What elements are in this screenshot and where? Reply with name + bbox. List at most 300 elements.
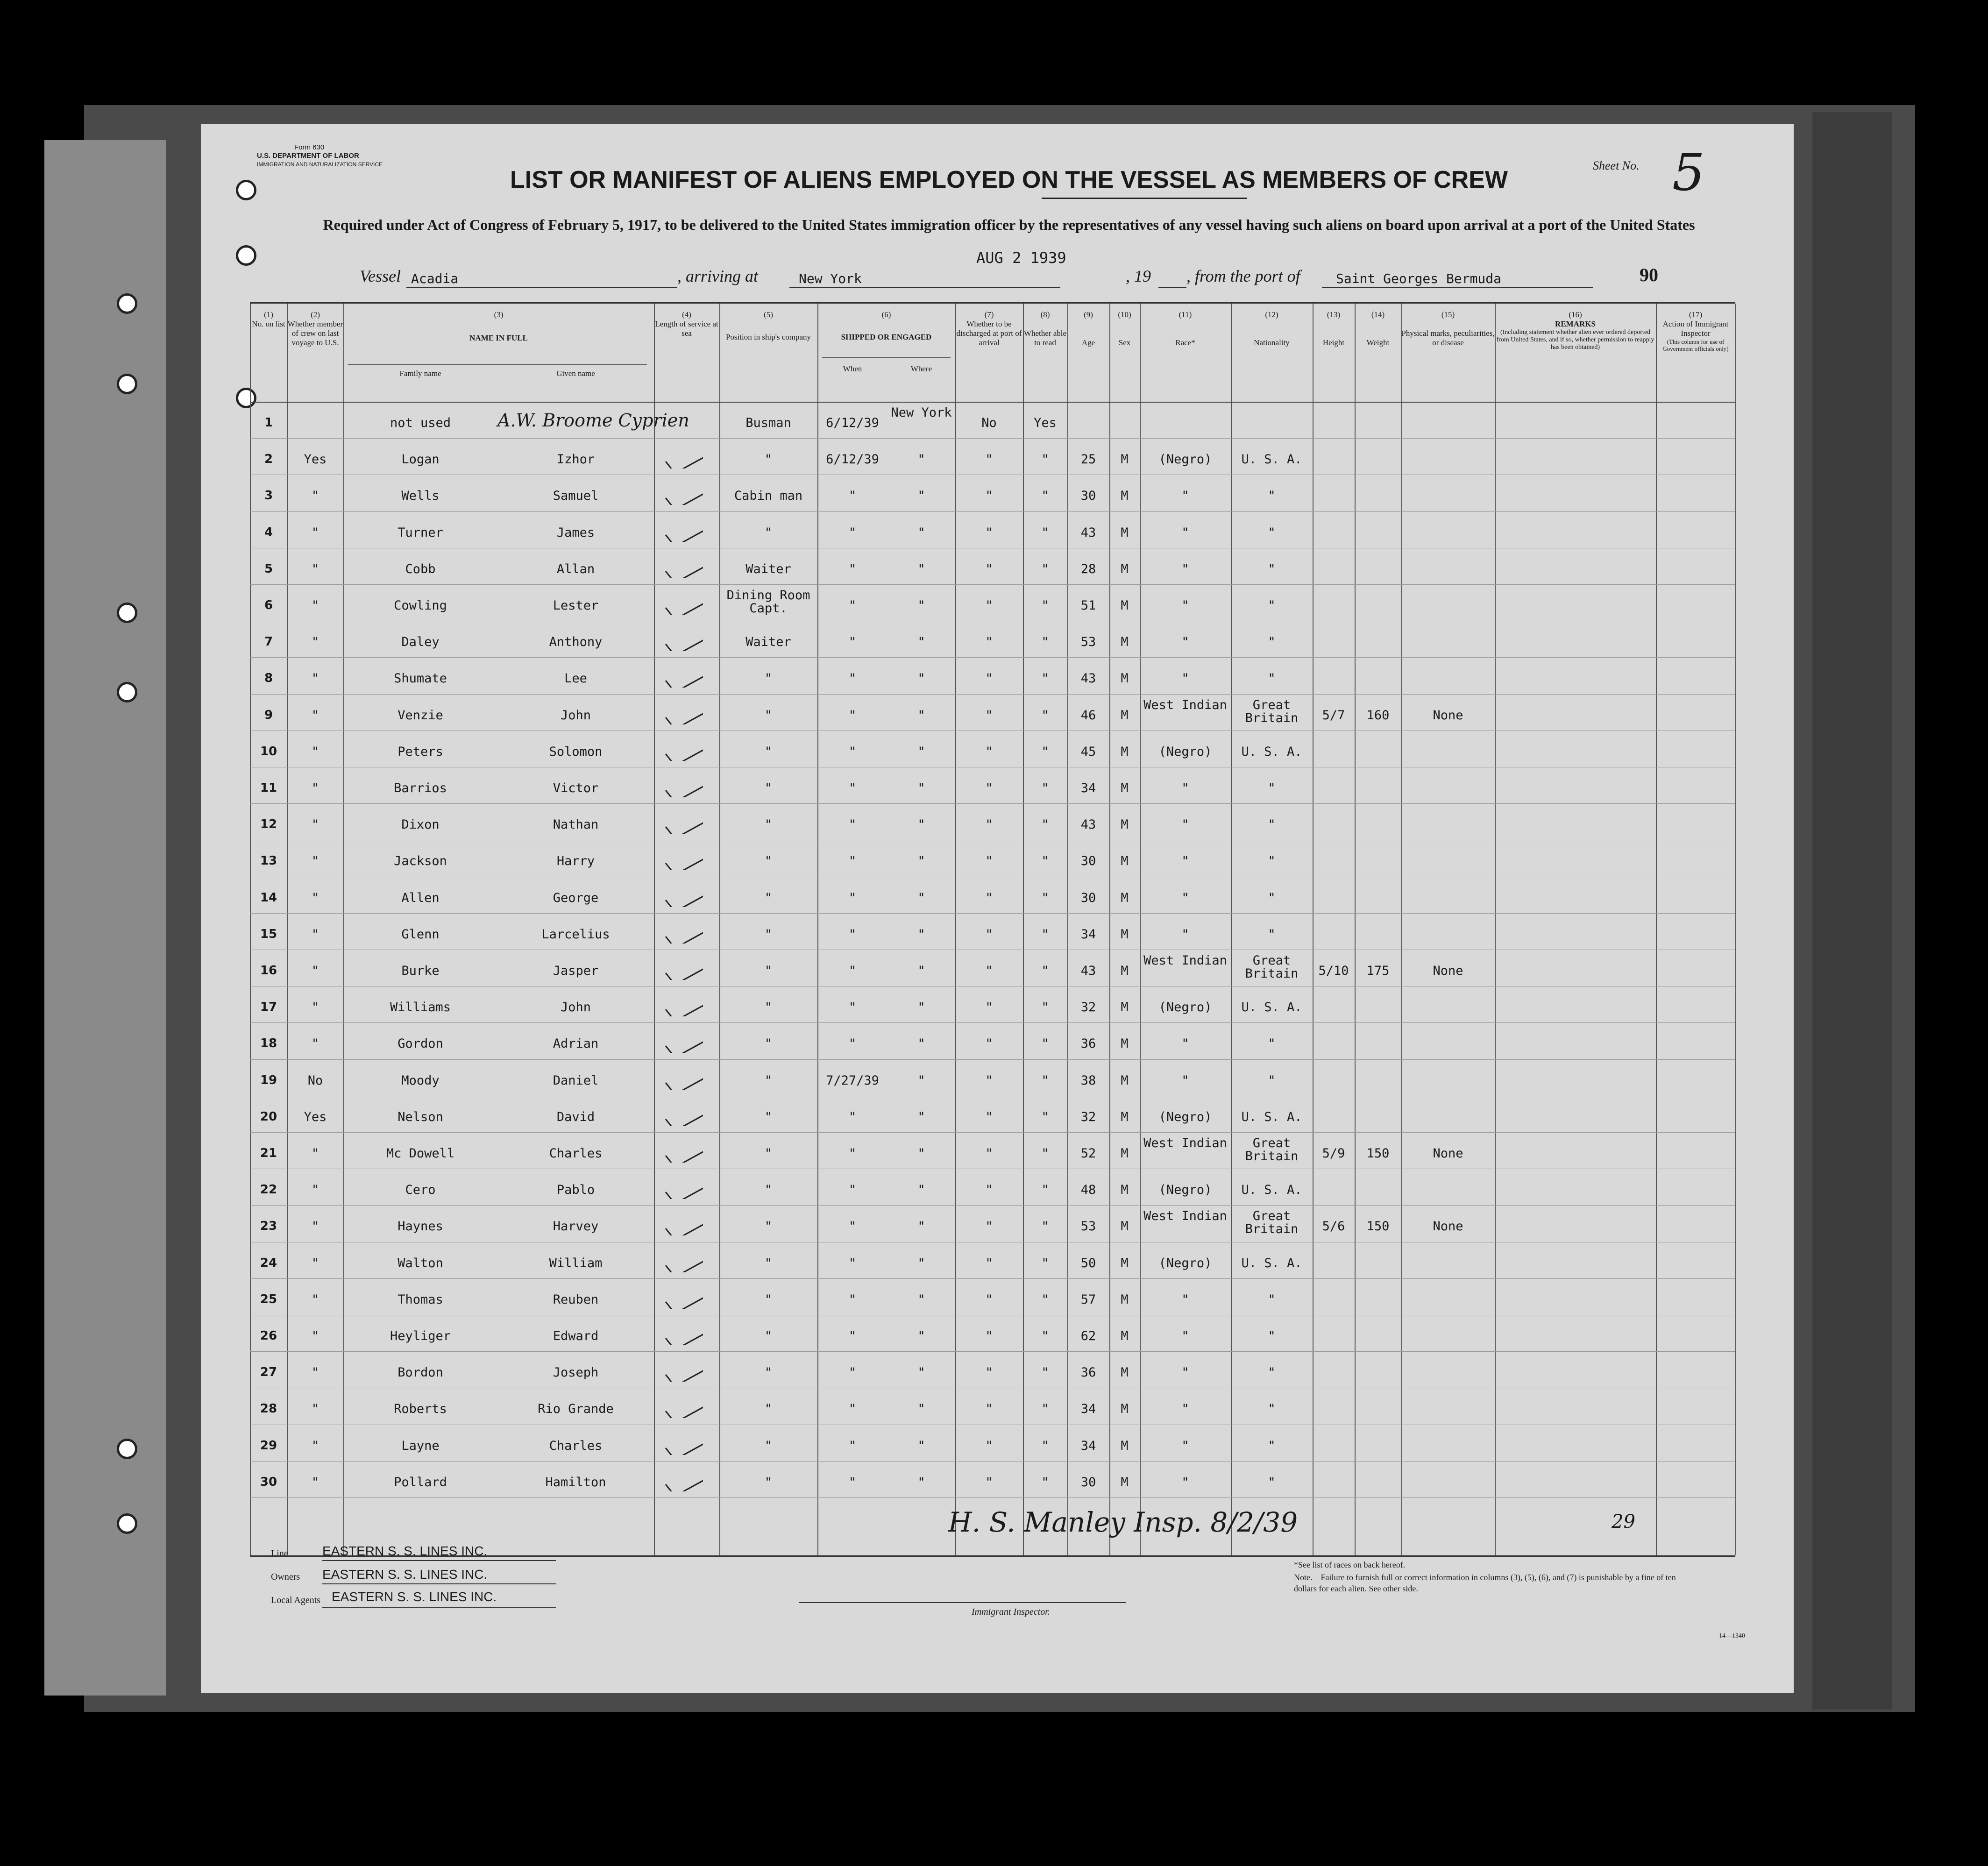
able-to-read-cell: " <box>1041 635 1049 650</box>
binder-hole <box>117 1439 137 1459</box>
family-name-cell: Cowling <box>394 598 447 613</box>
sex-cell: M <box>1121 1219 1129 1234</box>
owners-underline <box>322 1583 556 1584</box>
given-name-cell: James <box>556 525 595 540</box>
nationality-cell: " <box>1268 561 1276 576</box>
shipped-where-cell: " <box>917 1292 925 1307</box>
able-to-read-cell: " <box>1041 489 1049 504</box>
sex-cell: M <box>1121 1073 1129 1088</box>
year-underline <box>1158 287 1186 288</box>
nationality-cell: " <box>1268 1036 1276 1051</box>
col-header-when: When <box>843 364 862 373</box>
discharged-cell: " <box>985 1365 993 1380</box>
nationality-cell: " <box>1268 598 1276 613</box>
nationality-cell: " <box>1268 781 1276 795</box>
col-num-4: (4) <box>682 310 691 319</box>
shipped-where-cell: " <box>917 781 925 795</box>
page-mark: 29 <box>1612 1511 1635 1533</box>
given-name-cell: Adrian <box>553 1036 599 1051</box>
shipped-when-cell: " <box>848 854 857 869</box>
shipped-when-cell: " <box>848 708 857 723</box>
row-number: 22 <box>260 1183 277 1197</box>
position-cell: " <box>764 927 773 942</box>
row-divider <box>250 1205 1735 1206</box>
col-header-crew: Whether member of crew on last voyage to U.S. <box>287 319 343 347</box>
shipped-when-cell: 6/12/39 <box>826 452 879 467</box>
checkmark-icon <box>661 1029 703 1053</box>
crew-last-voyage-cell: " <box>311 598 320 613</box>
row-divider <box>250 1132 1735 1133</box>
col-header-remarks-note: (Including statement whether alien ever ordered deported from United States, and if so, whether permission to reapply has been obtained) <box>1496 329 1654 351</box>
inspector-label: Immigrant Inspector. <box>972 1607 1050 1617</box>
nationality-cell: " <box>1268 890 1276 905</box>
discharged-cell: " <box>985 964 993 978</box>
row-divider <box>250 438 1735 439</box>
row-number: 14 <box>260 890 277 905</box>
penalty-note: Note.—Failure to furnish full or correct information in columns (3), (5), (6), and (7) is punishable by a fine of ten dollars for each alien. See other side. <box>1294 1573 1676 1593</box>
crew-last-voyage-cell: " <box>311 1365 320 1380</box>
age-cell: 45 <box>1080 744 1096 759</box>
position-cell: " <box>764 781 773 795</box>
checkmark-icon <box>661 1249 703 1272</box>
race-cell: (Negro) <box>1158 744 1212 759</box>
row-number: 21 <box>260 1146 277 1160</box>
crew-last-voyage-cell: " <box>311 1256 320 1270</box>
col-header-name: NAME IN FULL <box>469 333 528 342</box>
able-to-read-cell: " <box>1041 854 1049 869</box>
discharged-cell: " <box>985 635 993 650</box>
shipped-where-cell: " <box>917 1365 925 1380</box>
row-divider <box>250 1059 1735 1060</box>
family-name-cell: Dixon <box>401 817 440 832</box>
race-cell: " <box>1181 489 1189 504</box>
nationality-cell: U. S. A. <box>1241 452 1302 467</box>
nationality-cell: U. S. A. <box>1241 1256 1302 1270</box>
inspector-line <box>799 1602 1126 1603</box>
crew-last-voyage-cell: " <box>311 1036 320 1051</box>
crew-last-voyage-cell: " <box>311 854 320 869</box>
agents-underline <box>322 1607 556 1608</box>
checkmark-icon <box>661 555 703 578</box>
position-cell: " <box>764 890 773 905</box>
position-cell: " <box>764 1036 773 1051</box>
family-name-cell: Barrios <box>394 781 447 795</box>
col-num-11: (11) <box>1179 310 1192 319</box>
able-to-read-cell: " <box>1041 1036 1049 1051</box>
agents-label: Local Agents <box>271 1595 321 1605</box>
discharged-cell: " <box>985 561 993 576</box>
age-cell: 32 <box>1080 1109 1096 1124</box>
age-cell: 62 <box>1080 1329 1096 1343</box>
shipped-when-cell: " <box>848 964 857 978</box>
weight-cell: 175 <box>1366 964 1390 978</box>
weight-cell: 150 <box>1366 1146 1390 1161</box>
row-divider <box>250 584 1735 585</box>
row-number: 28 <box>260 1402 277 1416</box>
row-divider <box>250 694 1735 695</box>
height-cell: 5/10 <box>1318 964 1349 978</box>
age-cell: 30 <box>1080 890 1096 905</box>
crew-last-voyage-cell: " <box>311 525 320 540</box>
sex-cell: M <box>1121 635 1129 650</box>
physical-marks-cell: None <box>1433 708 1463 723</box>
row-number: 6 <box>264 598 273 612</box>
row-number: 8 <box>264 671 273 686</box>
age-cell: 30 <box>1080 854 1096 869</box>
arriving-label: , arriving at <box>677 267 759 285</box>
checkmark-icon <box>661 957 703 980</box>
able-to-read-cell: " <box>1041 1292 1049 1307</box>
discharged-cell: " <box>985 489 993 504</box>
race-cell: " <box>1181 890 1189 905</box>
race-cell: West Indian <box>1143 697 1227 712</box>
col-header-action: Action of Immigrant Inspector <box>1662 319 1729 338</box>
race-cell: " <box>1181 525 1189 540</box>
col-num-16: (16) <box>1569 310 1582 319</box>
family-name-cell: not used <box>390 416 451 430</box>
position-cell: " <box>764 1292 773 1307</box>
race-cell: " <box>1181 635 1189 650</box>
crew-last-voyage-cell: " <box>311 1475 320 1490</box>
from-port: Saint Georges Bermuda <box>1336 271 1502 286</box>
date-stamp: AUG 2 1939 <box>976 249 1066 267</box>
age-cell: 36 <box>1080 1036 1096 1051</box>
given-name-cell: Harry <box>556 854 595 869</box>
checkmark-icon <box>661 591 703 615</box>
race-cell: " <box>1181 1073 1189 1088</box>
nationality-cell: U. S. A. <box>1241 1109 1302 1124</box>
nationality-cell: " <box>1268 489 1276 504</box>
sex-cell: M <box>1121 1036 1129 1051</box>
checkmark-icon <box>661 1432 703 1455</box>
col-header-sex: Sex <box>1118 338 1131 347</box>
arriving-port: New York <box>799 271 862 286</box>
inspector-signature: H. S. Manley Insp. 8/2/39 <box>948 1506 1298 1538</box>
col-header-shipped: SHIPPED OR ENGAGED <box>841 333 932 341</box>
age-cell: 38 <box>1080 1073 1096 1088</box>
age-cell: 48 <box>1080 1183 1096 1198</box>
discharged-cell: " <box>985 671 993 686</box>
family-name-cell: Venzie <box>398 708 443 723</box>
race-cell: " <box>1181 1365 1189 1380</box>
sex-cell: M <box>1121 1146 1129 1161</box>
races-note: *See list of races on back hereof. <box>1294 1560 1406 1569</box>
sex-cell: M <box>1121 890 1129 905</box>
row-divider <box>250 1351 1735 1352</box>
discharged-cell: " <box>985 1109 993 1124</box>
arriving-underline <box>789 287 1060 288</box>
nationality-cell: Great Britain <box>1245 953 1299 981</box>
col-header-position: Position in ship's company <box>725 333 811 341</box>
col-header-no: No. on list <box>252 319 285 328</box>
sex-cell: M <box>1121 1256 1129 1270</box>
position-cell: Waiter <box>746 635 791 650</box>
shipped-when-cell: " <box>848 1256 857 1270</box>
discharged-cell: " <box>985 927 993 942</box>
shipped-when-cell: " <box>848 1292 857 1307</box>
checkmark-icon <box>661 1468 703 1491</box>
shipped-where-cell: " <box>917 1329 925 1343</box>
able-to-read-cell: " <box>1041 708 1049 723</box>
row-number: 30 <box>260 1475 277 1489</box>
height-cell: 5/7 <box>1322 708 1345 723</box>
given-name-cell: Reuben <box>553 1292 599 1307</box>
discharged-cell: " <box>985 1146 993 1161</box>
shipped-where-cell: " <box>917 1256 925 1270</box>
shipped-where-cell: " <box>917 1000 925 1015</box>
given-name-cell: Lester <box>553 598 599 613</box>
able-to-read-cell: " <box>1041 744 1049 759</box>
sex-cell: M <box>1121 817 1129 832</box>
shipped-when-cell: " <box>848 817 857 832</box>
row-number: 3 <box>264 489 273 503</box>
family-name-cell: Pollard <box>394 1475 447 1490</box>
race-cell: " <box>1181 598 1189 613</box>
discharged-cell: " <box>985 1402 993 1417</box>
family-name-cell: Walton <box>398 1256 443 1270</box>
race-cell: (Negro) <box>1158 1183 1212 1198</box>
nationality-cell: " <box>1268 1438 1276 1453</box>
page-punch-hole <box>236 245 256 266</box>
sex-cell: M <box>1121 1292 1129 1307</box>
sex-cell: M <box>1121 1365 1129 1380</box>
given-name-cell: Daniel <box>553 1073 599 1088</box>
discharged-cell: No <box>981 416 997 430</box>
nationality-cell: U. S. A. <box>1241 744 1302 759</box>
able-to-read-cell: " <box>1041 671 1049 686</box>
race-cell: West Indian <box>1143 1209 1227 1224</box>
discharged-cell: " <box>985 708 993 723</box>
position-cell: " <box>764 525 773 540</box>
crew-last-voyage-cell: " <box>311 890 320 905</box>
position-cell: Busman <box>746 416 791 430</box>
discharged-cell: " <box>985 817 993 832</box>
nationality-cell: " <box>1268 1329 1276 1343</box>
col-num-10: (10) <box>1118 310 1131 319</box>
age-cell: 30 <box>1080 1475 1096 1490</box>
able-to-read-cell: " <box>1041 452 1049 467</box>
shipped-when-cell: " <box>848 1036 857 1051</box>
line-label: Line <box>271 1548 288 1559</box>
nationality-cell: U. S. A. <box>1241 1000 1302 1015</box>
row-number: 15 <box>260 927 277 941</box>
given-name-cell: Charles <box>549 1438 603 1453</box>
shipped-when-cell: " <box>848 1475 857 1490</box>
shipped-when-cell: " <box>848 598 857 613</box>
sex-cell: M <box>1121 1183 1129 1198</box>
age-cell: 50 <box>1080 1256 1096 1270</box>
col-num-17: (17) <box>1689 310 1703 319</box>
row-number: 12 <box>260 817 277 832</box>
checkmark-icon <box>661 993 703 1016</box>
checkmark-icon <box>661 701 703 724</box>
given-name-cell: George <box>553 890 599 905</box>
nationality-cell: " <box>1268 817 1276 832</box>
col-header-weight: Weight <box>1366 338 1390 347</box>
col-header-discharged: Whether to be discharged at port of arrival <box>956 319 1022 347</box>
row-divider <box>250 1497 1735 1498</box>
age-cell: 53 <box>1080 635 1096 650</box>
owners-value: EASTERN S. S. LINES INC. <box>322 1567 488 1582</box>
agents-value: EASTERN S. S. LINES INC. <box>332 1589 497 1604</box>
sex-cell: M <box>1121 1109 1129 1124</box>
position-cell: Dining Room Capt. <box>726 588 810 616</box>
sex-cell: M <box>1121 1000 1129 1015</box>
col-header-age: Age <box>1081 338 1095 347</box>
manifest-page <box>201 124 1794 1693</box>
shipped-where-cell: " <box>917 854 925 869</box>
manifest-number: 90 <box>1640 264 1658 285</box>
age-cell: 53 <box>1080 1219 1096 1234</box>
position-cell: " <box>764 1219 773 1234</box>
col-num-5: (5) <box>764 310 773 319</box>
weight-cell: 150 <box>1366 1219 1390 1234</box>
nationality-cell: Great Britain <box>1245 1209 1299 1237</box>
nationality-cell: U. S. A. <box>1241 1183 1302 1198</box>
shipped-when-cell: " <box>848 635 857 650</box>
discharged-cell: " <box>985 1219 993 1234</box>
sex-cell: M <box>1121 525 1129 540</box>
row-number: 26 <box>260 1329 277 1343</box>
sex-cell: M <box>1121 598 1129 613</box>
nationality-cell: " <box>1268 525 1276 540</box>
able-to-read-cell: " <box>1041 1073 1049 1088</box>
age-cell: 30 <box>1080 489 1096 504</box>
given-name-cell: Izhor <box>556 452 595 467</box>
shipped-where-cell: " <box>917 964 925 978</box>
able-to-read-cell: " <box>1041 1329 1049 1343</box>
crew-last-voyage-cell: " <box>311 1438 320 1453</box>
shipped-where-cell: New York <box>891 405 952 420</box>
nationality-cell: Great Britain <box>1245 697 1299 725</box>
sex-cell: M <box>1121 1329 1129 1343</box>
scan-backdrop-right <box>1812 112 1892 1710</box>
vessel-label: Vessel <box>360 267 401 285</box>
discharged-cell: " <box>985 1073 993 1088</box>
position-cell: Waiter <box>746 561 791 576</box>
given-name-cell: Solomon <box>549 744 603 759</box>
binder-hole <box>117 293 137 314</box>
age-cell: 43 <box>1080 964 1096 978</box>
race-cell: " <box>1181 1475 1189 1490</box>
col-num-3: (3) <box>494 310 504 319</box>
crew-last-voyage-cell: " <box>311 1183 320 1198</box>
row-divider <box>250 1461 1735 1462</box>
age-cell: 57 <box>1080 1292 1096 1307</box>
year-label: , 19 <box>1126 267 1151 285</box>
line-underline <box>322 1560 556 1561</box>
row-number: 10 <box>260 744 277 759</box>
race-cell: West Indian <box>1143 953 1227 968</box>
crew-last-voyage-cell: " <box>311 561 320 576</box>
row-number: 9 <box>264 708 273 722</box>
shipped-when-cell: " <box>848 1438 857 1453</box>
checkmark-icon <box>661 920 703 944</box>
shipped-when-cell: " <box>848 744 857 759</box>
row-number: 17 <box>260 1000 277 1015</box>
crew-last-voyage-cell: Yes <box>304 1109 327 1124</box>
crew-last-voyage-cell: " <box>311 1146 320 1161</box>
able-to-read-cell: " <box>1041 817 1049 832</box>
checkmark-icon <box>661 738 703 761</box>
able-to-read-cell: " <box>1041 781 1049 795</box>
col-header-service: Length of service at sea <box>655 319 718 338</box>
shipped-where-cell: " <box>917 708 925 723</box>
shipped-where-cell: " <box>917 1073 925 1088</box>
shipped-where-cell: " <box>917 817 925 832</box>
family-name-cell: Mc Dowell <box>386 1146 455 1161</box>
col-header-family: Family name <box>399 369 441 378</box>
shipped-when-cell: 7/27/39 <box>826 1073 879 1088</box>
position-cell: " <box>764 1146 773 1161</box>
position-cell: " <box>764 671 773 686</box>
age-cell: 52 <box>1080 1146 1096 1161</box>
row-number: 29 <box>260 1438 277 1453</box>
discharged-cell: " <box>985 1292 993 1307</box>
binder-hole <box>117 374 137 394</box>
crew-last-voyage-cell: " <box>311 964 320 978</box>
checkmark-icon <box>661 1358 703 1382</box>
row-number: 18 <box>260 1036 277 1051</box>
discharged-cell: " <box>985 1000 993 1015</box>
row-divider <box>250 1278 1735 1279</box>
row-number: 20 <box>260 1109 277 1124</box>
nationality-cell: " <box>1268 1475 1276 1490</box>
sex-cell: M <box>1121 927 1129 942</box>
row-number: 23 <box>260 1219 277 1234</box>
race-cell: " <box>1181 854 1189 869</box>
crew-last-voyage-cell: " <box>311 1000 320 1015</box>
family-name-cell: Jackson <box>394 854 447 869</box>
given-name-cell: Pablo <box>556 1183 595 1198</box>
sex-cell: M <box>1121 1438 1129 1453</box>
form-identifier <box>257 143 383 169</box>
discharged-cell: " <box>985 854 993 869</box>
col-num-1: (1) <box>264 310 273 319</box>
binder-hole <box>117 682 137 702</box>
vessel-name: Acadia <box>411 271 459 286</box>
line-value: EASTERN S. S. LINES INC. <box>322 1544 488 1558</box>
shipped-when-cell: " <box>848 1109 857 1124</box>
shipped-where-cell: " <box>917 489 925 504</box>
given-name-cell: Edward <box>553 1329 599 1343</box>
weight-cell: 160 <box>1366 708 1390 723</box>
col-header-read: Whether able to read <box>1023 329 1067 347</box>
col-num-13: (13) <box>1327 310 1341 319</box>
shipped-where-cell: " <box>917 598 925 613</box>
given-name-cell: Hamilton <box>545 1475 606 1490</box>
crew-last-voyage-cell: " <box>311 1219 320 1234</box>
checkmark-icon <box>661 1103 703 1126</box>
race-cell: " <box>1181 1329 1189 1343</box>
discharged-cell: " <box>985 1329 993 1343</box>
able-to-read-cell: " <box>1041 1365 1049 1380</box>
discharged-cell: " <box>985 1438 993 1453</box>
given-name-cell: John <box>560 1000 591 1015</box>
able-to-read-cell: " <box>1041 1402 1049 1417</box>
col-num-2: (2) <box>311 310 320 319</box>
able-to-read-cell: Yes <box>1034 416 1057 430</box>
age-cell: 32 <box>1080 1000 1096 1015</box>
race-cell: " <box>1181 1402 1189 1417</box>
position-cell: " <box>764 854 773 869</box>
race-cell: (Negro) <box>1158 1000 1212 1015</box>
scan-backdrop-left <box>44 140 166 1696</box>
title-underline <box>1042 198 1247 199</box>
race-cell: " <box>1181 781 1189 795</box>
family-name-cell: Logan <box>401 452 440 467</box>
family-name-cell: Glenn <box>401 927 440 942</box>
